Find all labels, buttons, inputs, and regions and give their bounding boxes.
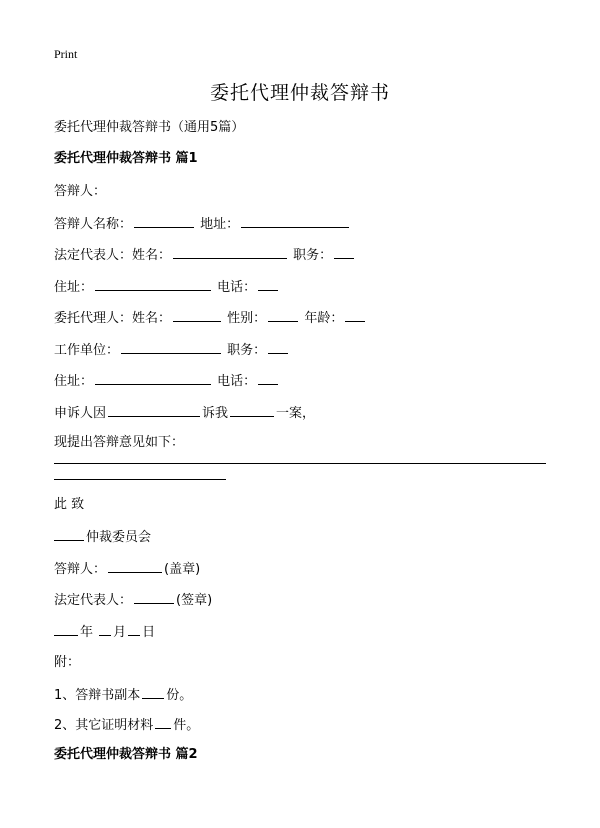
document-title: 委托代理仲裁答辩书 xyxy=(209,82,390,104)
position-blank xyxy=(334,245,354,259)
agent-label: 委托代理人：姓名： xyxy=(54,311,172,326)
section-2-heading: 委托代理仲裁答辩书 篇2 xyxy=(54,747,198,762)
phone-label-2: 电话： xyxy=(217,374,257,389)
gender-blank xyxy=(268,308,298,322)
attachment-1-blank xyxy=(142,685,164,699)
legal-rep-row xyxy=(54,245,356,265)
residence-blank xyxy=(95,277,211,291)
print-label[interactable]: Print xyxy=(54,47,78,61)
legal-rep-name-blank xyxy=(173,245,287,259)
complaint-party-blank xyxy=(230,403,274,417)
respondent-name-label: 答辩人名称： xyxy=(54,217,133,232)
attachment-label: 附： xyxy=(54,655,81,670)
opinion-line-1 xyxy=(54,463,546,464)
complaint-reason-blank xyxy=(108,403,200,417)
complaint-suffix: 一案， xyxy=(276,406,316,421)
committee-blank xyxy=(54,527,84,541)
sign-legal-rep-row xyxy=(54,590,212,610)
sign-respondent-blank xyxy=(108,559,162,573)
phone-blank xyxy=(258,277,278,291)
section-1-heading: 委托代理仲裁答辩书 篇1 xyxy=(54,151,198,166)
sign-label: (签章) xyxy=(176,593,213,608)
respondent-name-row xyxy=(54,214,351,234)
workplace-blank xyxy=(121,340,221,354)
month-label: 月 xyxy=(113,625,127,640)
phone-blank-2 xyxy=(258,371,278,385)
position-blank-2 xyxy=(268,340,288,354)
month-blank xyxy=(99,622,111,636)
complaint-mid: 诉我 xyxy=(202,406,229,421)
salutation: 此 致 xyxy=(54,497,85,512)
workplace-label: 工作单位： xyxy=(54,343,120,358)
gender-label: 性别： xyxy=(227,311,267,326)
seal-label: (盖章) xyxy=(164,562,201,577)
phone-label: 电话： xyxy=(217,280,257,295)
year-label: 年 xyxy=(80,625,94,640)
legal-rep-label: 法定代表人：姓名： xyxy=(54,248,172,263)
address-label: 地址： xyxy=(200,217,240,232)
day-label: 日 xyxy=(142,625,156,640)
position-label-2: 职务： xyxy=(227,343,267,358)
residence-label-2: 住址： xyxy=(54,374,94,389)
attachment-2-suffix: 件。 xyxy=(173,718,200,733)
sign-legal-rep-label: 法定代表人： xyxy=(54,593,133,608)
complaint-prefix: 申诉人因 xyxy=(54,406,107,421)
sign-legal-rep-blank xyxy=(134,590,174,604)
respondent-label: 答辩人： xyxy=(54,184,107,199)
age-blank xyxy=(345,308,365,322)
residence-row xyxy=(54,277,280,297)
opinion-line-2 xyxy=(54,479,226,480)
day-blank xyxy=(128,622,140,636)
workplace-row xyxy=(54,340,290,360)
attachment-1-suffix: 份。 xyxy=(166,688,193,703)
respondent-name-blank xyxy=(134,214,194,228)
sign-respondent-row xyxy=(54,559,200,579)
agent-row xyxy=(54,308,367,328)
address-blank xyxy=(241,214,349,228)
sign-respondent-label: 答辩人： xyxy=(54,562,107,577)
residence-row-2 xyxy=(54,371,280,391)
attachment-2-row xyxy=(54,715,199,735)
opinion-label: 现提出答辩意见如下： xyxy=(54,435,185,450)
committee-label: 仲裁委员会 xyxy=(86,530,152,545)
attachment-2-prefix: 2、其它证明材料 xyxy=(54,718,154,733)
agent-name-blank xyxy=(173,308,221,322)
committee-row xyxy=(54,527,151,547)
complaint-row xyxy=(54,403,315,423)
residence-label: 住址： xyxy=(54,280,94,295)
age-label: 年龄： xyxy=(304,311,344,326)
position-label: 职务： xyxy=(293,248,333,263)
residence-blank-2 xyxy=(95,371,211,385)
year-blank xyxy=(54,622,78,636)
date-row xyxy=(54,622,155,642)
attachment-2-blank xyxy=(155,715,171,729)
attachment-1-row xyxy=(54,685,192,705)
document-subtitle: 委托代理仲裁答辩书（通用5篇） xyxy=(54,120,245,135)
attachment-1-prefix: 1、答辩书副本 xyxy=(54,688,141,703)
